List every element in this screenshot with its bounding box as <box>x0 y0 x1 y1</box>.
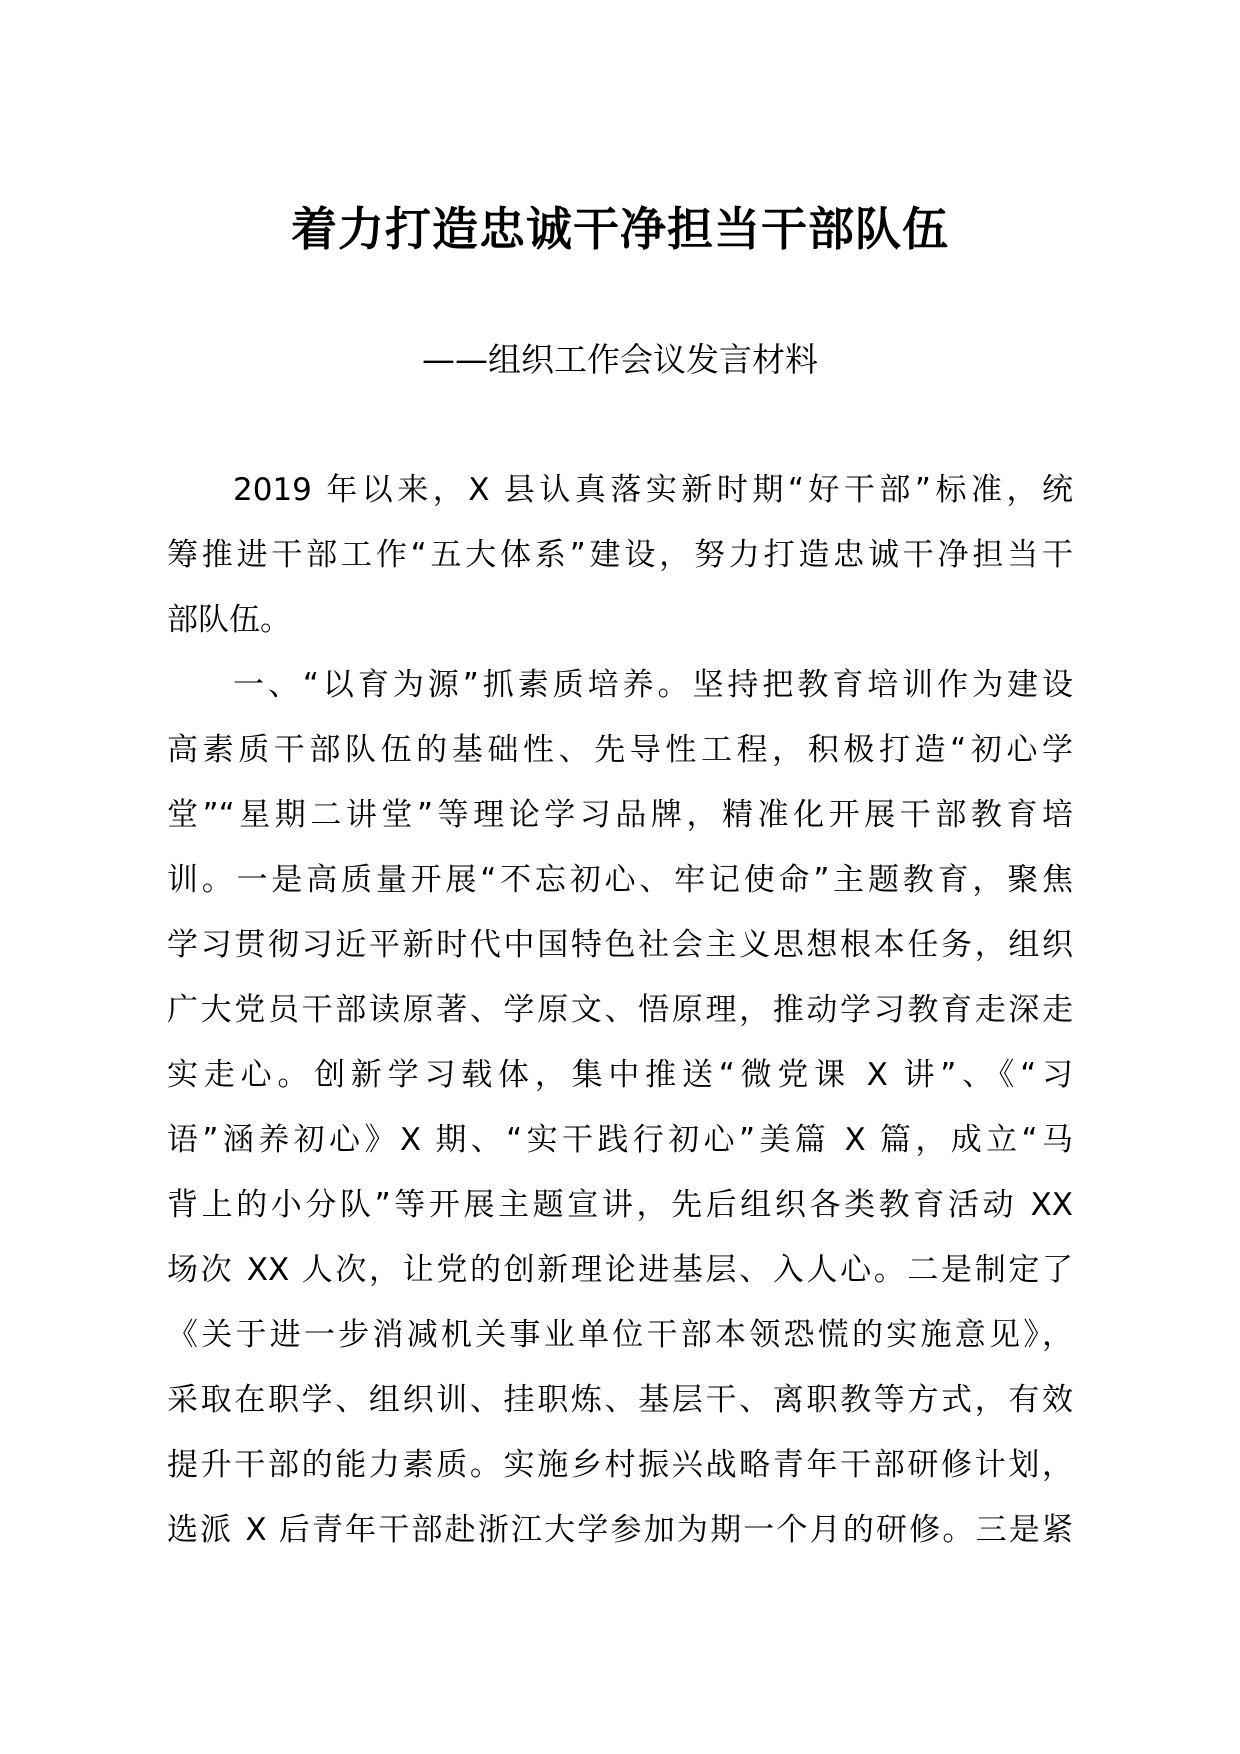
paragraph-2-line-14: 选派 X 后青年干部赴浙江大学参加为期一个月的研修。三是紧 <box>167 1512 1073 1548</box>
paragraph-2-line-8: 语”涵养初心》X 期、“实干践行初心”美篇 X 篇，成立“马 <box>167 1122 1073 1158</box>
paragraph-2-line-4: 训。一是高质量开展“不忘初心、牢记使命”主题教育，聚焦 <box>167 862 1073 898</box>
paragraph-2-line-6: 广大党员干部读原著、学原文、悟原理，推动学习教育走深走 <box>167 992 1073 1028</box>
paragraph-2-line-3: 堂”“星期二讲堂”等理论学习品牌，精准化开展干部教育培 <box>167 797 1073 833</box>
paragraph-2-line-2: 高素质干部队伍的基础性、先导性工程，积极打造“初心学 <box>167 732 1073 768</box>
paragraph-2-line-12: 采取在职学、组织训、挂职炼、基层干、离职教等方式，有效 <box>167 1382 1073 1418</box>
paragraph-1-line-3: 部队伍。 <box>167 602 291 638</box>
paragraph-2-line-5: 学习贯彻习近平新时代中国特色社会主义思想根本任务，组织 <box>167 927 1073 963</box>
paragraph-2-line-13: 提升干部的能力素质。实施乡村振兴战略青年干部研修计划， <box>167 1447 1073 1483</box>
paragraph-2-line-1: 一、“以育为源”抓素质培养。坚持把教育培训作为建设 <box>233 667 1073 703</box>
paragraph-1-line-2: 筹推进干部工作“五大体系”建设，努力打造忠诚干净担当干 <box>167 537 1073 573</box>
paragraph-2-line-10: 场次 XX 人次，让党的创新理论进基层、入人心。二是制定了 <box>167 1252 1073 1288</box>
document-subtitle: ——组织工作会议发言材料 <box>422 340 818 379</box>
paragraph-2-line-9: 背上的小分队”等开展主题宣讲，先后组织各类教育活动 XX <box>167 1187 1073 1223</box>
document-title: 着力打造忠诚干净担当干部队伍 <box>291 202 949 256</box>
paragraph-1-line-1: 2019 年以来，X 县认真落实新时期“好干部”标准，统 <box>233 472 1073 508</box>
paragraph-2-line-7: 实走心。创新学习载体，集中推送“微党课 X 讲”、《“习 <box>167 1057 1073 1093</box>
paragraph-2-line-11: 《关于进一步消减机关事业单位干部本领恐慌的实施意见》， <box>167 1317 1073 1353</box>
document-body <box>167 466 1073 1571</box>
